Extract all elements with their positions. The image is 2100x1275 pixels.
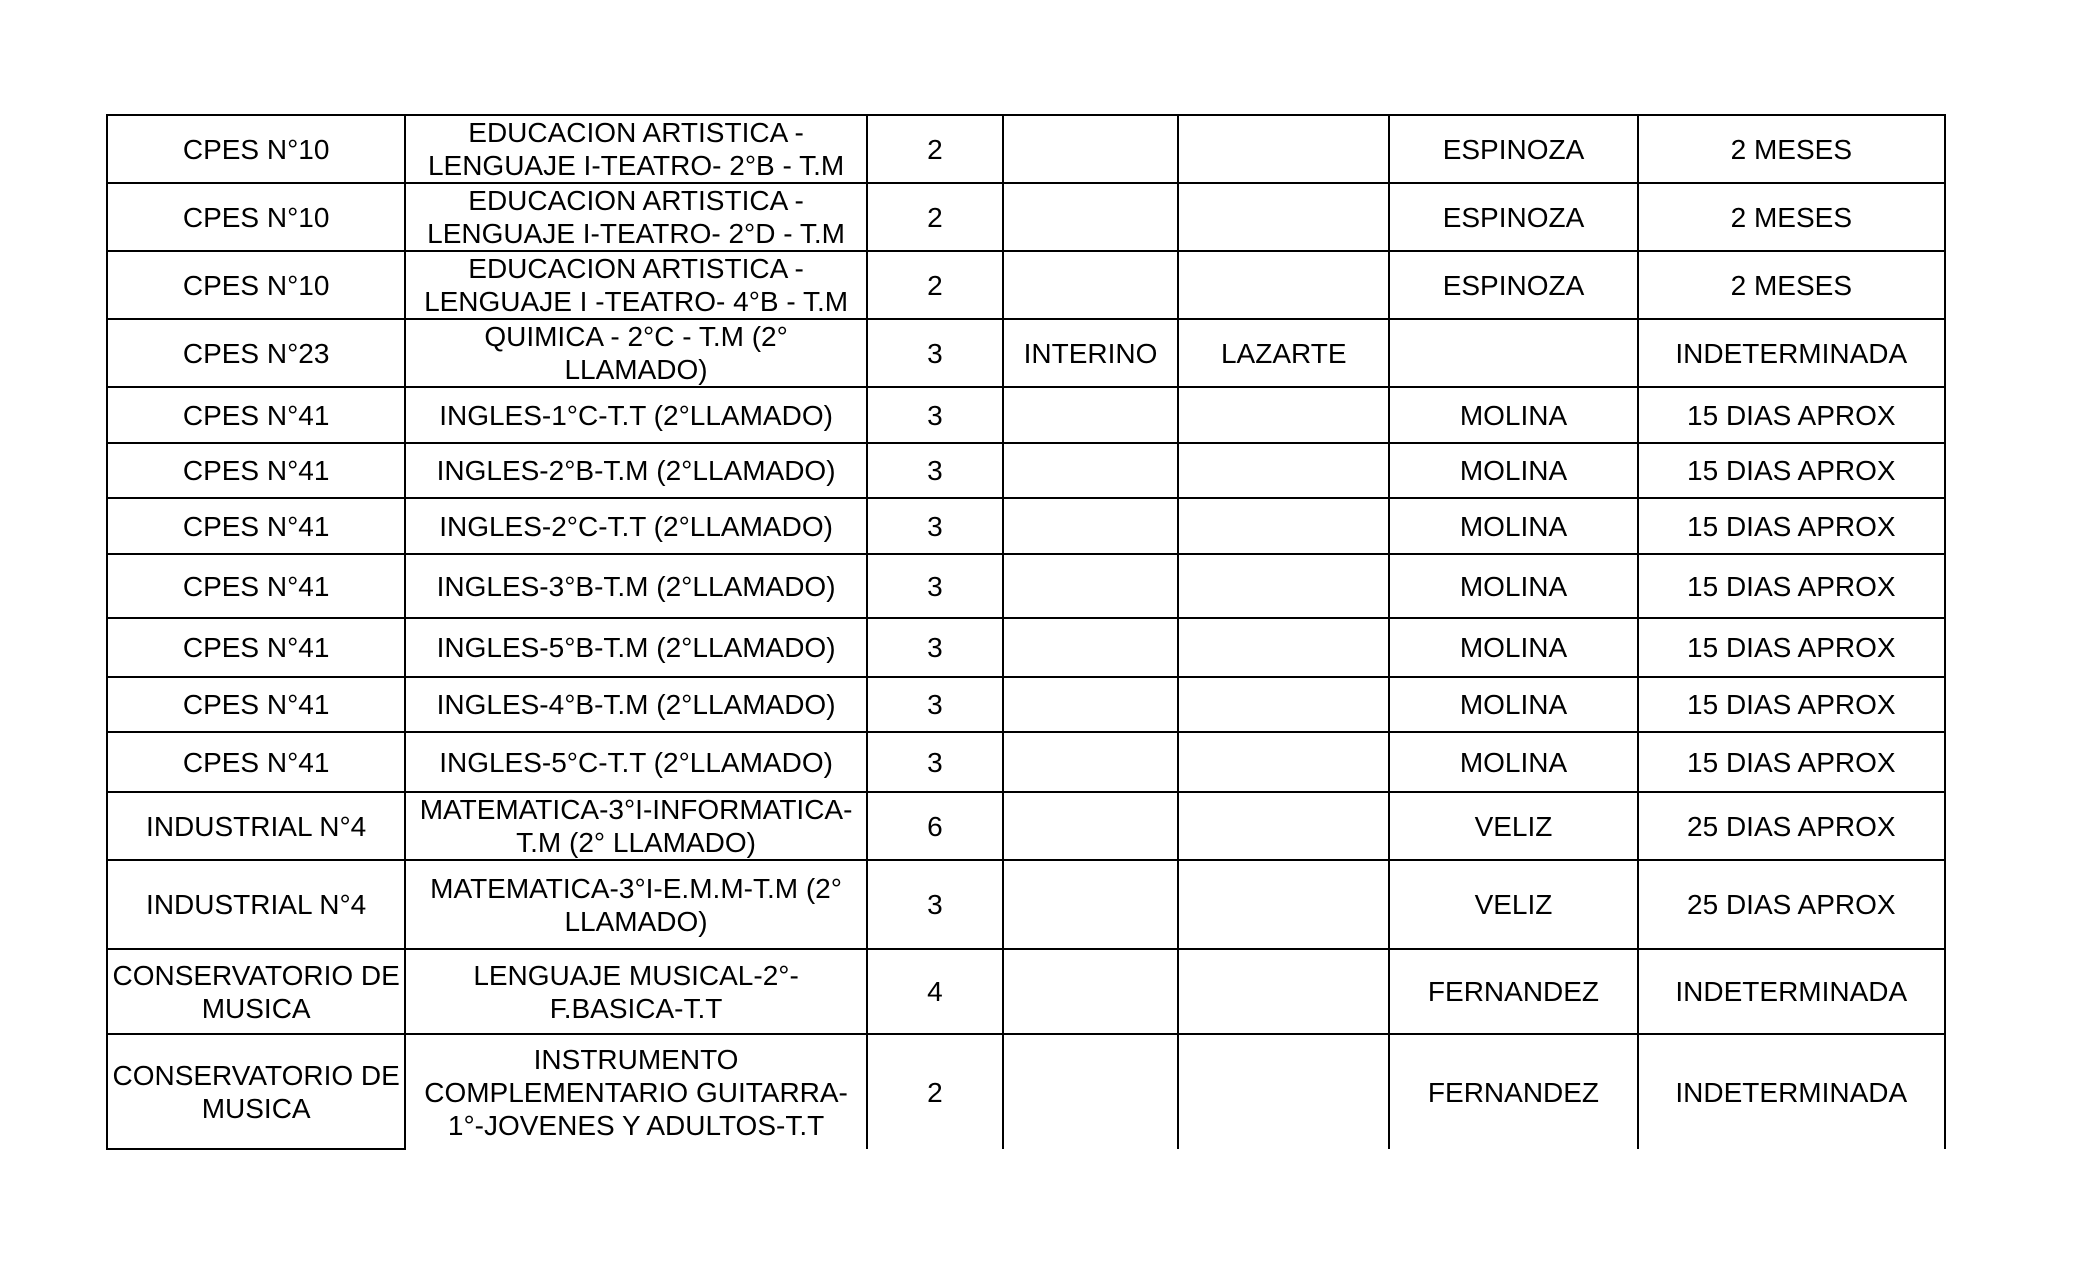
table-row bbox=[107, 319, 1945, 387]
school-cell: INDUSTRIAL N°4 bbox=[107, 860, 405, 949]
table-row bbox=[107, 251, 1945, 319]
table-row bbox=[107, 443, 1945, 498]
hours-cell: 3 bbox=[867, 443, 1003, 498]
status-cell bbox=[1003, 498, 1178, 554]
holder-cell bbox=[1178, 115, 1389, 183]
substitute-cell: MOLINA bbox=[1389, 618, 1637, 677]
status-cell bbox=[1003, 732, 1178, 792]
status-cell bbox=[1003, 792, 1178, 860]
school-cell: CONSERVATORIO DE MUSICA bbox=[107, 949, 405, 1034]
duration-cell: 25 DIAS APROX bbox=[1638, 792, 1945, 860]
table-row bbox=[107, 618, 1945, 677]
subject-cell: INGLES-2°C-T.T (2°LLAMADO) bbox=[405, 498, 867, 554]
subject-cell: INGLES-5°B-T.M (2°LLAMADO) bbox=[405, 618, 867, 677]
holder-cell bbox=[1178, 554, 1389, 618]
subject-cell: MATEMATICA-3°I-INFORMATICA-T.M (2° LLAMADO) bbox=[405, 792, 867, 860]
school-cell: CPES N°41 bbox=[107, 618, 405, 677]
holder-cell bbox=[1178, 251, 1389, 319]
duration-cell: 2 MESES bbox=[1638, 183, 1945, 251]
school-cell: CPES N°41 bbox=[107, 732, 405, 792]
school-cell: CPES N°10 bbox=[107, 115, 405, 183]
school-cell: CPES N°10 bbox=[107, 251, 405, 319]
status-cell bbox=[1003, 115, 1178, 183]
subject-cell: INGLES-4°B-T.M (2°LLAMADO) bbox=[405, 677, 867, 732]
school-cell: CPES N°41 bbox=[107, 554, 405, 618]
subject-cell: EDUCACION ARTISTICA - LENGUAJE I-TEATRO- 2°B - T.M bbox=[405, 115, 867, 183]
hours-cell: 2 bbox=[867, 183, 1003, 251]
subject-cell: INGLES-2°B-T.M (2°LLAMADO) bbox=[405, 443, 867, 498]
table-row bbox=[107, 792, 1945, 860]
subject-cell: INGLES-3°B-T.M (2°LLAMADO) bbox=[405, 554, 867, 618]
subject-cell: INGLES-5°C-T.T (2°LLAMADO) bbox=[405, 732, 867, 792]
substitute-cell: VELIZ bbox=[1389, 860, 1637, 949]
duration-cell: 2 MESES bbox=[1638, 251, 1945, 319]
subject-cell: QUIMICA - 2°C - T.M (2° LLAMADO) bbox=[405, 319, 867, 387]
table-row bbox=[107, 387, 1945, 443]
hours-cell: 3 bbox=[867, 498, 1003, 554]
holder-cell bbox=[1178, 183, 1389, 251]
status-cell bbox=[1003, 860, 1178, 949]
substitute-cell: MOLINA bbox=[1389, 498, 1637, 554]
duration-cell: 25 DIAS APROX bbox=[1638, 860, 1945, 949]
substitute-cell: FERNANDEZ bbox=[1389, 1034, 1637, 1149]
subject-cell: INGLES-1°C-T.T (2°LLAMADO) bbox=[405, 387, 867, 443]
holder-cell bbox=[1178, 498, 1389, 554]
duration-cell: 15 DIAS APROX bbox=[1638, 443, 1945, 498]
table-row bbox=[107, 554, 1945, 618]
holder-cell bbox=[1178, 792, 1389, 860]
school-cell: CPES N°41 bbox=[107, 677, 405, 732]
school-cell: CONSERVATORIO DE MUSICA bbox=[107, 1034, 405, 1149]
duration-cell: 15 DIAS APROX bbox=[1638, 498, 1945, 554]
status-cell bbox=[1003, 183, 1178, 251]
substitute-cell: MOLINA bbox=[1389, 387, 1637, 443]
duration-cell: INDETERMINADA bbox=[1638, 949, 1945, 1034]
holder-cell bbox=[1178, 677, 1389, 732]
substitute-cell: ESPINOZA bbox=[1389, 251, 1637, 319]
holder-cell bbox=[1178, 443, 1389, 498]
hours-cell: 6 bbox=[867, 792, 1003, 860]
school-cell: INDUSTRIAL N°4 bbox=[107, 792, 405, 860]
duration-cell: 2 MESES bbox=[1638, 115, 1945, 183]
substitute-cell: MOLINA bbox=[1389, 677, 1637, 732]
duration-cell: 15 DIAS APROX bbox=[1638, 387, 1945, 443]
duration-cell: 15 DIAS APROX bbox=[1638, 732, 1945, 792]
substitute-cell bbox=[1389, 319, 1637, 387]
table-row bbox=[107, 949, 1945, 1034]
status-cell bbox=[1003, 387, 1178, 443]
holder-cell bbox=[1178, 387, 1389, 443]
duration-cell: 15 DIAS APROX bbox=[1638, 554, 1945, 618]
hours-cell: 3 bbox=[867, 554, 1003, 618]
status-cell bbox=[1003, 677, 1178, 732]
table-row bbox=[107, 732, 1945, 792]
hours-cell: 3 bbox=[867, 860, 1003, 949]
status-cell bbox=[1003, 1034, 1178, 1149]
substitute-cell: MOLINA bbox=[1389, 443, 1637, 498]
holder-cell bbox=[1178, 732, 1389, 792]
holder-cell bbox=[1178, 860, 1389, 949]
hours-cell: 3 bbox=[867, 319, 1003, 387]
hours-cell: 2 bbox=[867, 251, 1003, 319]
hours-cell: 2 bbox=[867, 115, 1003, 183]
holder-cell bbox=[1178, 949, 1389, 1034]
table-row bbox=[107, 860, 1945, 949]
hours-cell: 2 bbox=[867, 1034, 1003, 1149]
duration-cell: 15 DIAS APROX bbox=[1638, 677, 1945, 732]
substitute-cell: ESPINOZA bbox=[1389, 183, 1637, 251]
subject-cell: INSTRUMENTO COMPLEMENTARIO GUITARRA-1°-JOVENES Y ADULTOS-T.T bbox=[405, 1034, 867, 1149]
holder-cell bbox=[1178, 618, 1389, 677]
substitute-cell: ESPINOZA bbox=[1389, 115, 1637, 183]
school-cell: CPES N°41 bbox=[107, 387, 405, 443]
subject-cell: EDUCACION ARTISTICA - LENGUAJE I-TEATRO- 2°D - T.M bbox=[405, 183, 867, 251]
holder-cell: LAZARTE bbox=[1178, 319, 1389, 387]
subject-cell: EDUCACION ARTISTICA - LENGUAJE I -TEATRO- 4°B - T.M bbox=[405, 251, 867, 319]
school-cell: CPES N°23 bbox=[107, 319, 405, 387]
table-row bbox=[107, 183, 1945, 251]
hours-cell: 3 bbox=[867, 677, 1003, 732]
table-row bbox=[107, 1034, 1945, 1149]
subject-cell: LENGUAJE MUSICAL-2°-F.BASICA-T.T bbox=[405, 949, 867, 1034]
duration-cell: INDETERMINADA bbox=[1638, 319, 1945, 387]
hours-cell: 3 bbox=[867, 732, 1003, 792]
status-cell bbox=[1003, 949, 1178, 1034]
status-cell: INTERINO bbox=[1003, 319, 1178, 387]
substitute-cell: MOLINA bbox=[1389, 732, 1637, 792]
hours-cell: 4 bbox=[867, 949, 1003, 1034]
substitute-cell: MOLINA bbox=[1389, 554, 1637, 618]
status-cell bbox=[1003, 618, 1178, 677]
school-cell: CPES N°10 bbox=[107, 183, 405, 251]
duration-cell: 15 DIAS APROX bbox=[1638, 618, 1945, 677]
substitute-cell: VELIZ bbox=[1389, 792, 1637, 860]
school-cell: CPES N°41 bbox=[107, 498, 405, 554]
substitute-cell: FERNANDEZ bbox=[1389, 949, 1637, 1034]
hours-cell: 3 bbox=[867, 387, 1003, 443]
status-cell bbox=[1003, 554, 1178, 618]
duration-cell: INDETERMINADA bbox=[1638, 1034, 1945, 1149]
school-cell: CPES N°41 bbox=[107, 443, 405, 498]
table-body bbox=[107, 115, 1945, 1149]
table-row bbox=[107, 115, 1945, 183]
holder-cell bbox=[1178, 1034, 1389, 1149]
subject-cell: MATEMATICA-3°I-E.M.M-T.M (2° LLAMADO) bbox=[405, 860, 867, 949]
status-cell bbox=[1003, 251, 1178, 319]
table-row bbox=[107, 677, 1945, 732]
table-row bbox=[107, 498, 1945, 554]
vacancy-table bbox=[106, 114, 1946, 1150]
hours-cell: 3 bbox=[867, 618, 1003, 677]
status-cell bbox=[1003, 443, 1178, 498]
